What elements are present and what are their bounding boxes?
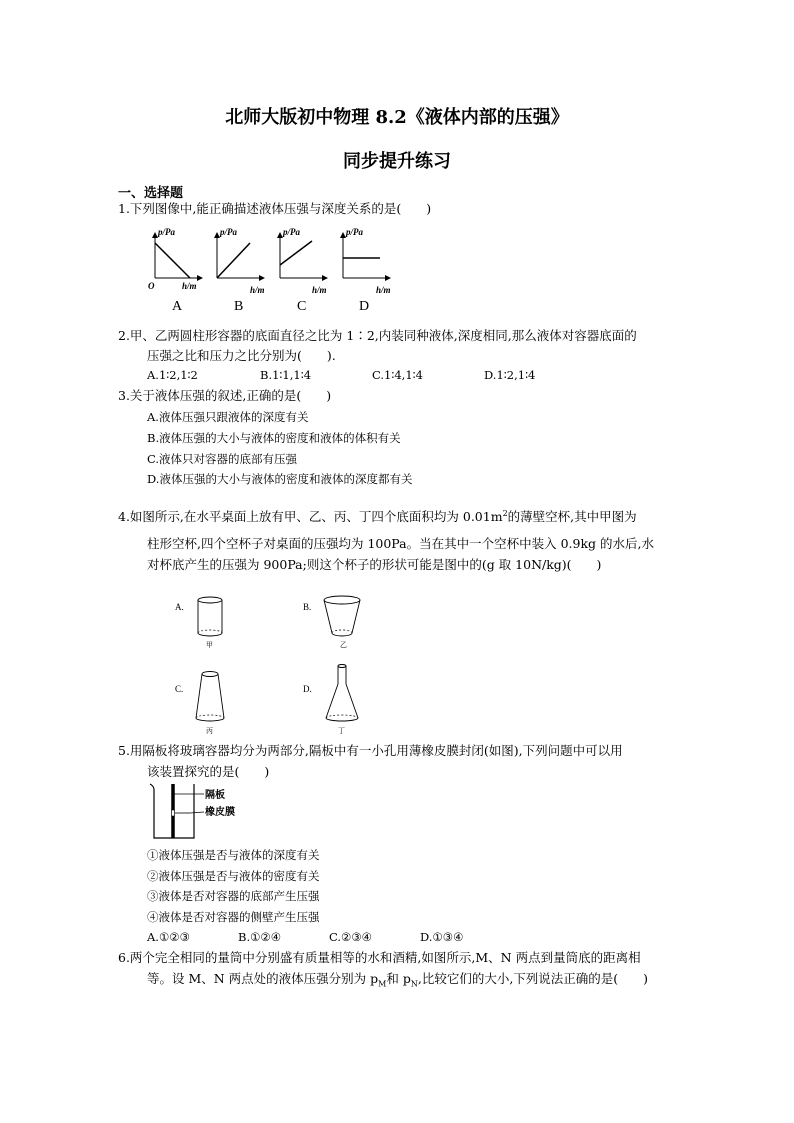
question-2-line2: 压强之比和压力之比分别为( ). xyxy=(147,348,336,363)
cup-d xyxy=(303,665,358,736)
q5-apparatus xyxy=(146,780,266,842)
q3-option-b: B.液体压强的大小与液体的密度和液体的体积有关 xyxy=(147,431,401,445)
q2-option-d: D.1∶2,1∶4 xyxy=(484,368,536,382)
q6-sub-n: N xyxy=(410,979,418,989)
question-4-line2: 柱形空杯,四个空杯子对桌面的压强均为 100Pa。当在其中一个空杯中装入 0.9kg 的水后,水 xyxy=(147,536,654,551)
question-5-line2: 该装置探究的是( ) xyxy=(147,764,270,779)
q6-line2-c: ,比较它们的大小,下列说法正确的是( ) xyxy=(417,971,649,986)
q4-line1-sup: 2 xyxy=(502,509,508,518)
cup-c-opt: C. xyxy=(175,684,184,694)
q2-option-b: B.1∶1,1∶4 xyxy=(260,368,312,382)
q5-item-1: ①液体压强是否与液体的深度有关 xyxy=(147,848,320,862)
cup-d-opt: D. xyxy=(303,684,312,694)
question-3: 3.关于液体压强的叙述,正确的是( ) xyxy=(118,388,332,403)
graph-b-xlabel: h/m xyxy=(250,285,265,295)
q2-option-a: A.1∶2,1∶2 xyxy=(147,368,198,382)
question-6-line2 xyxy=(147,969,648,995)
graph-a xyxy=(148,227,202,291)
section-heading: 一、选择题 xyxy=(118,186,184,201)
cup-a-name: 甲 xyxy=(206,641,213,649)
q5-option-a: A.①②③ xyxy=(147,930,190,944)
q5-option-c: C.②③④ xyxy=(329,930,372,944)
graph-a-xlabel: h/m xyxy=(182,281,197,291)
q5-item-3: ③液体是否对容器的底部产生压强 xyxy=(147,889,320,903)
cup-b-opt: B. xyxy=(303,602,312,612)
q4-line1-a: 4.如图所示,在水平桌面上放有甲、乙、丙、丁四个底面积均为 0.01m xyxy=(118,509,503,525)
question-6-line1: 6.两个完全相同的量筒中分别盛有质量相等的水和酒精,如图所示,M、N 两点到量筒底的距离相 xyxy=(118,950,641,965)
graph-c-ylabel: p/Pa xyxy=(283,227,300,237)
graph-b xyxy=(217,227,265,295)
graph-d-xlabel: h/m xyxy=(376,285,391,295)
q6-line2-b: 和 p xyxy=(386,971,411,986)
graph-label-c: C xyxy=(297,299,307,314)
graph-d xyxy=(343,227,391,295)
question-2-line1: 2.甲、乙两圆柱形容器的底面直径之比为 1∶2,内装同种液体,深度相同,那么液体对容器底面的 xyxy=(118,328,637,343)
q5-label-partition: 隔板 xyxy=(205,790,225,801)
graph-c-xlabel: h/m xyxy=(312,285,327,295)
cup-b-name: 乙 xyxy=(340,641,347,649)
page-subtitle: 同步提升练习 xyxy=(343,151,451,172)
q4-cups xyxy=(170,590,370,740)
graph-d-ylabel: p/Pa xyxy=(346,227,363,237)
graph-label-d: D xyxy=(359,299,370,314)
graph-a-ylabel: p/Pa xyxy=(158,227,175,237)
cup-a-opt: A. xyxy=(175,602,184,612)
question-4-line3: 对杯底产生的压强为 900Pa;则这个杯子的形状可能是图中的(g 取 10N/kg)( ) xyxy=(147,557,602,572)
q5-item-4: ④液体是否对容器的侧壁产生压强 xyxy=(147,910,320,924)
graph-c xyxy=(280,227,327,295)
q6-line2-a: 等。设 M、N 两点处的液体压强分别为 p xyxy=(147,971,379,986)
cup-d-name: 丁 xyxy=(338,727,345,735)
graph-label-b: B xyxy=(234,299,244,314)
q3-option-d: D.液体压强的大小与液体的密度和液体的深度都有关 xyxy=(147,472,413,486)
graph-b-ylabel: p/Pa xyxy=(220,227,237,237)
q2-option-c: C.1∶4,1∶4 xyxy=(372,368,423,382)
question-5-line1: 5.用隔板将玻璃容器均分为两部分,隔板中有一小孔用薄橡皮膜封闭(如图),下列问题中可以用 xyxy=(118,743,623,758)
q5-item-2: ②液体压强是否与液体的密度有关 xyxy=(147,869,320,883)
cup-c xyxy=(175,672,224,736)
cup-a xyxy=(175,597,222,649)
page-title: 北师大版初中物理 8.2《液体内部的压强》 xyxy=(225,107,569,128)
cup-b xyxy=(303,596,360,649)
question-4-line1 xyxy=(118,504,637,527)
q5-option-d: D.①③④ xyxy=(420,930,464,944)
question-1: 1.下列图像中,能正确描述液体压强与深度关系的是( ) xyxy=(118,201,432,216)
q5-label-membrane: 橡皮膜 xyxy=(205,807,235,818)
graph-a-origin: O xyxy=(148,281,155,291)
cup-c-name: 丙 xyxy=(206,727,213,735)
q5-option-b: B.①②④ xyxy=(238,930,282,944)
q6-sub-m: M xyxy=(378,979,387,989)
q3-option-c: C.液体只对容器的底部有压强 xyxy=(147,452,298,466)
q3-option-a: A.液体压强只跟液体的深度有关 xyxy=(147,410,309,424)
graph-label-a: A xyxy=(172,299,183,314)
q4-line1-b: 的薄壁空杯,其中甲图为 xyxy=(507,509,637,525)
